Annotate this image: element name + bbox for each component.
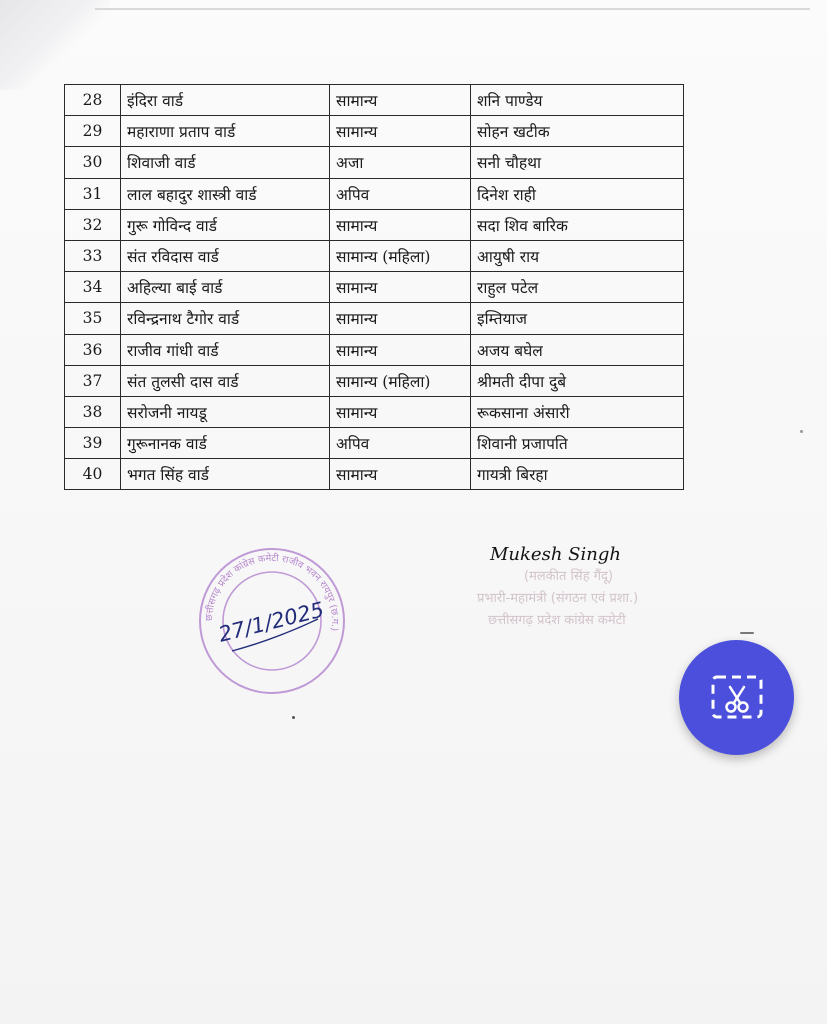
reservation-category: सामान्य xyxy=(330,85,471,116)
reservation-category: सामान्य xyxy=(330,116,471,147)
ward-number: 39 xyxy=(65,428,121,459)
candidate-name: अजय बघेल xyxy=(471,334,684,365)
reservation-category: सामान्य xyxy=(330,209,471,240)
reservation-category: सामान्य (महिला) xyxy=(330,240,471,271)
ward-name: गुरू गोविन्द वार्ड xyxy=(121,209,330,240)
stray-mark xyxy=(800,430,803,433)
reservation-category: सामान्य xyxy=(330,334,471,365)
table-row xyxy=(65,396,684,427)
reservation-category: सामान्य xyxy=(330,396,471,427)
stray-mark xyxy=(740,632,754,634)
signatory-designation: प्रभारी-महामंत्री (संगठन एवं प्रशा.) xyxy=(477,591,639,606)
reservation-category: अपिव xyxy=(330,428,471,459)
candidate-name: राहुल पटेल xyxy=(471,272,684,303)
stamp-date: 27/1/2025 xyxy=(216,597,327,647)
table-row xyxy=(65,428,684,459)
ward-number: 32 xyxy=(65,209,121,240)
ward-number: 40 xyxy=(65,459,121,490)
reservation-category: सामान्य (महिला) xyxy=(330,365,471,396)
table-row xyxy=(65,178,684,209)
table-row xyxy=(65,116,684,147)
candidate-name: सोहन खटीक xyxy=(471,116,684,147)
table-row xyxy=(65,147,684,178)
stray-mark xyxy=(292,716,295,719)
reservation-category: सामान्य xyxy=(330,459,471,490)
candidate-name: श्रीमती दीपा दुबे xyxy=(471,365,684,396)
ward-name: राजीव गांधी वार्ड xyxy=(121,334,330,365)
candidate-name: रूकसाना अंसारी xyxy=(471,396,684,427)
table-row xyxy=(65,303,684,334)
ward-name: सरोजनी नायडू xyxy=(121,396,330,427)
reservation-category: अपिव xyxy=(330,178,471,209)
ward-number: 35 xyxy=(65,303,121,334)
signatory-name: (मलकीत सिंह गैंदू) xyxy=(524,569,614,584)
candidate-name: शिवानी प्रजापति xyxy=(471,428,684,459)
ward-number: 28 xyxy=(65,85,121,116)
ward-reservation-table xyxy=(64,84,684,490)
ward-name: संत तुलसी दास वार्ड xyxy=(121,365,330,396)
table-row xyxy=(65,209,684,240)
ward-name: इंदिरा वार्ड xyxy=(121,85,330,116)
ward-name: शिवाजी वार्ड xyxy=(121,147,330,178)
candidate-name: शनि पाण्डेय xyxy=(471,85,684,116)
signatory-organization: छत्तीसगढ़ प्रदेश कांग्रेस कमेटी xyxy=(488,613,626,628)
table-row xyxy=(65,272,684,303)
ward-number: 30 xyxy=(65,147,121,178)
table-row xyxy=(65,85,684,116)
ward-name: संत रविदास वार्ड xyxy=(121,240,330,271)
ward-number: 29 xyxy=(65,116,121,147)
table-row xyxy=(65,334,684,365)
screenshot-button[interactable] xyxy=(679,640,794,755)
candidate-name: सदा शिव बारिक xyxy=(471,209,684,240)
handwritten-signature: Mukesh Singh xyxy=(490,544,621,565)
ward-number: 34 xyxy=(65,272,121,303)
page-corner-fold xyxy=(0,0,110,90)
candidate-name: दिनेश राही xyxy=(471,178,684,209)
page-top-edge xyxy=(95,8,810,10)
table-row xyxy=(65,365,684,396)
ward-number: 36 xyxy=(65,334,121,365)
ward-name: भगत सिंह वार्ड xyxy=(121,459,330,490)
ward-name: लाल बहादुर शास्त्री वार्ड xyxy=(121,178,330,209)
ward-number: 33 xyxy=(65,240,121,271)
candidate-name: आयुषी राय xyxy=(471,240,684,271)
ward-number: 37 xyxy=(65,365,121,396)
reservation-category: अजा xyxy=(330,147,471,178)
reservation-category: सामान्य xyxy=(330,303,471,334)
ward-number: 38 xyxy=(65,396,121,427)
ward-name: महाराणा प्रताप वार्ड xyxy=(121,116,330,147)
official-stamp xyxy=(196,547,348,695)
candidate-name: गायत्री बिरहा xyxy=(471,459,684,490)
table-row xyxy=(65,240,684,271)
ward-name: गुरूनानक वार्ड xyxy=(121,428,330,459)
ward-name: अहिल्या बाई वार्ड xyxy=(121,272,330,303)
reservation-category: सामान्य xyxy=(330,272,471,303)
candidate-name: सनी चौहथा xyxy=(471,147,684,178)
ward-number: 31 xyxy=(65,178,121,209)
ward-name: रविन्द्रनाथ टैगोर वार्ड xyxy=(121,303,330,334)
screenshot-scissors-icon xyxy=(710,674,764,722)
stamp-ring-text: छत्तीसगढ़ प्रदेश कांग्रेस कमेटी राजीव भवन रायपुर (छ.ग.) xyxy=(203,552,341,632)
table-row xyxy=(65,459,684,490)
candidate-name: इम्तियाज xyxy=(471,303,684,334)
